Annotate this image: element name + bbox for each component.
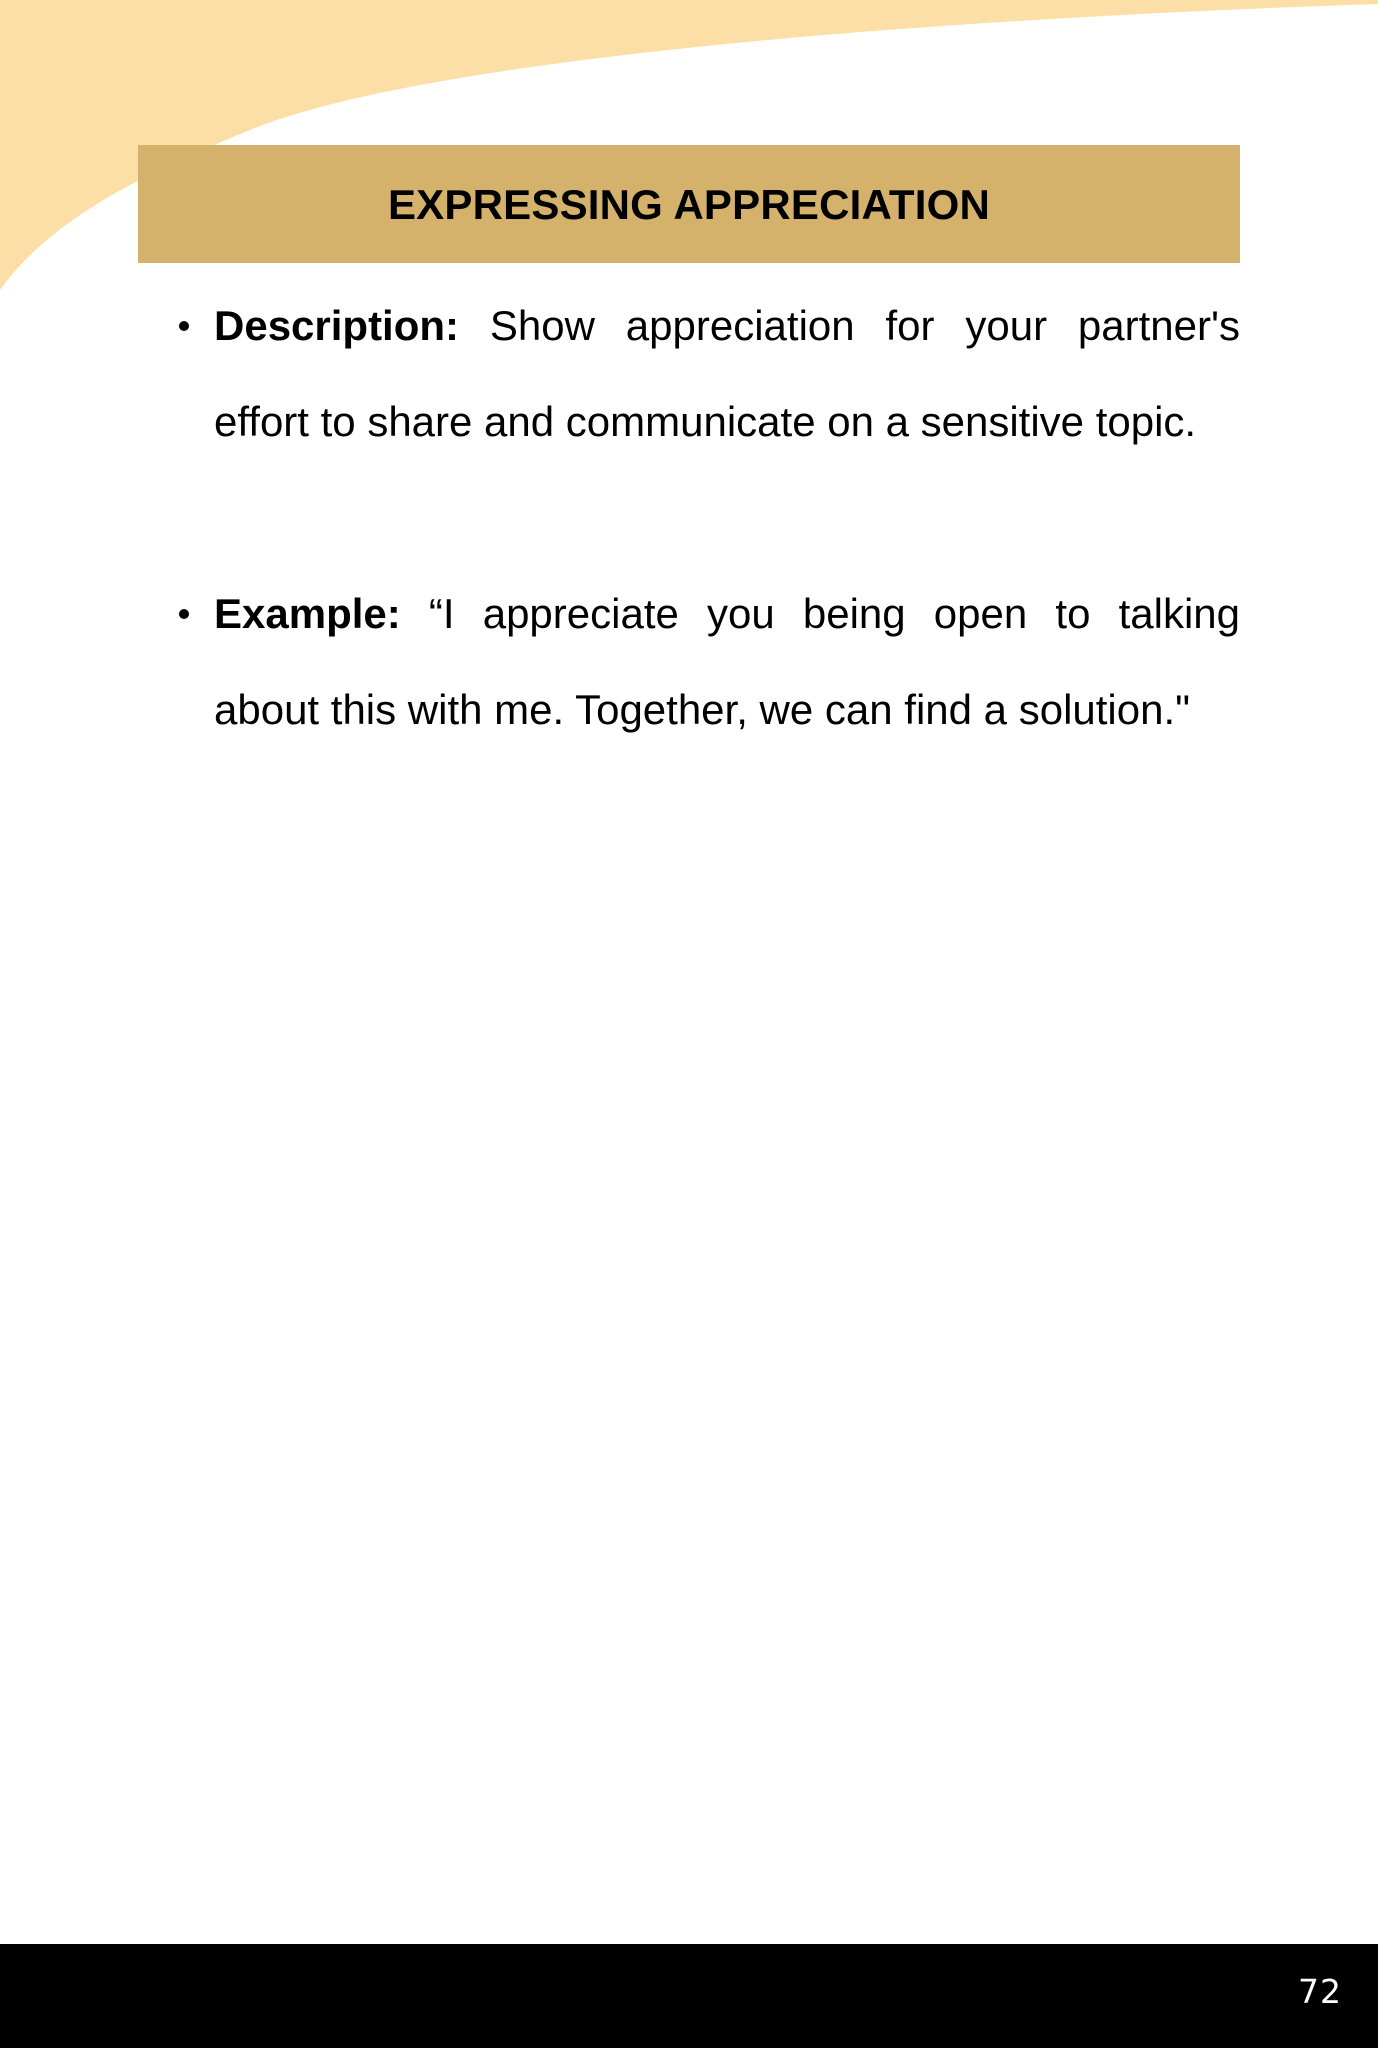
page-number: 72 [1298,1972,1342,2011]
description-item [138,278,1240,470]
page-title: EXPRESSING APPRECIATION [387,181,991,228]
bullet-icon [179,609,189,619]
bullet-list [138,278,1240,758]
example-label: Example: [214,590,429,637]
description-label: Description: [214,302,490,349]
example-item [138,566,1240,758]
footer-bar [0,1944,1378,2048]
bullet-icon [179,321,189,331]
title-banner [138,145,1240,263]
description-text: Show appreciation for your partner's effort to share and communicate on a sensitive topic. [214,302,1241,445]
example-text: “I appreciate you being open to talking about this with me. Together, we can find a solution." [214,590,1240,733]
